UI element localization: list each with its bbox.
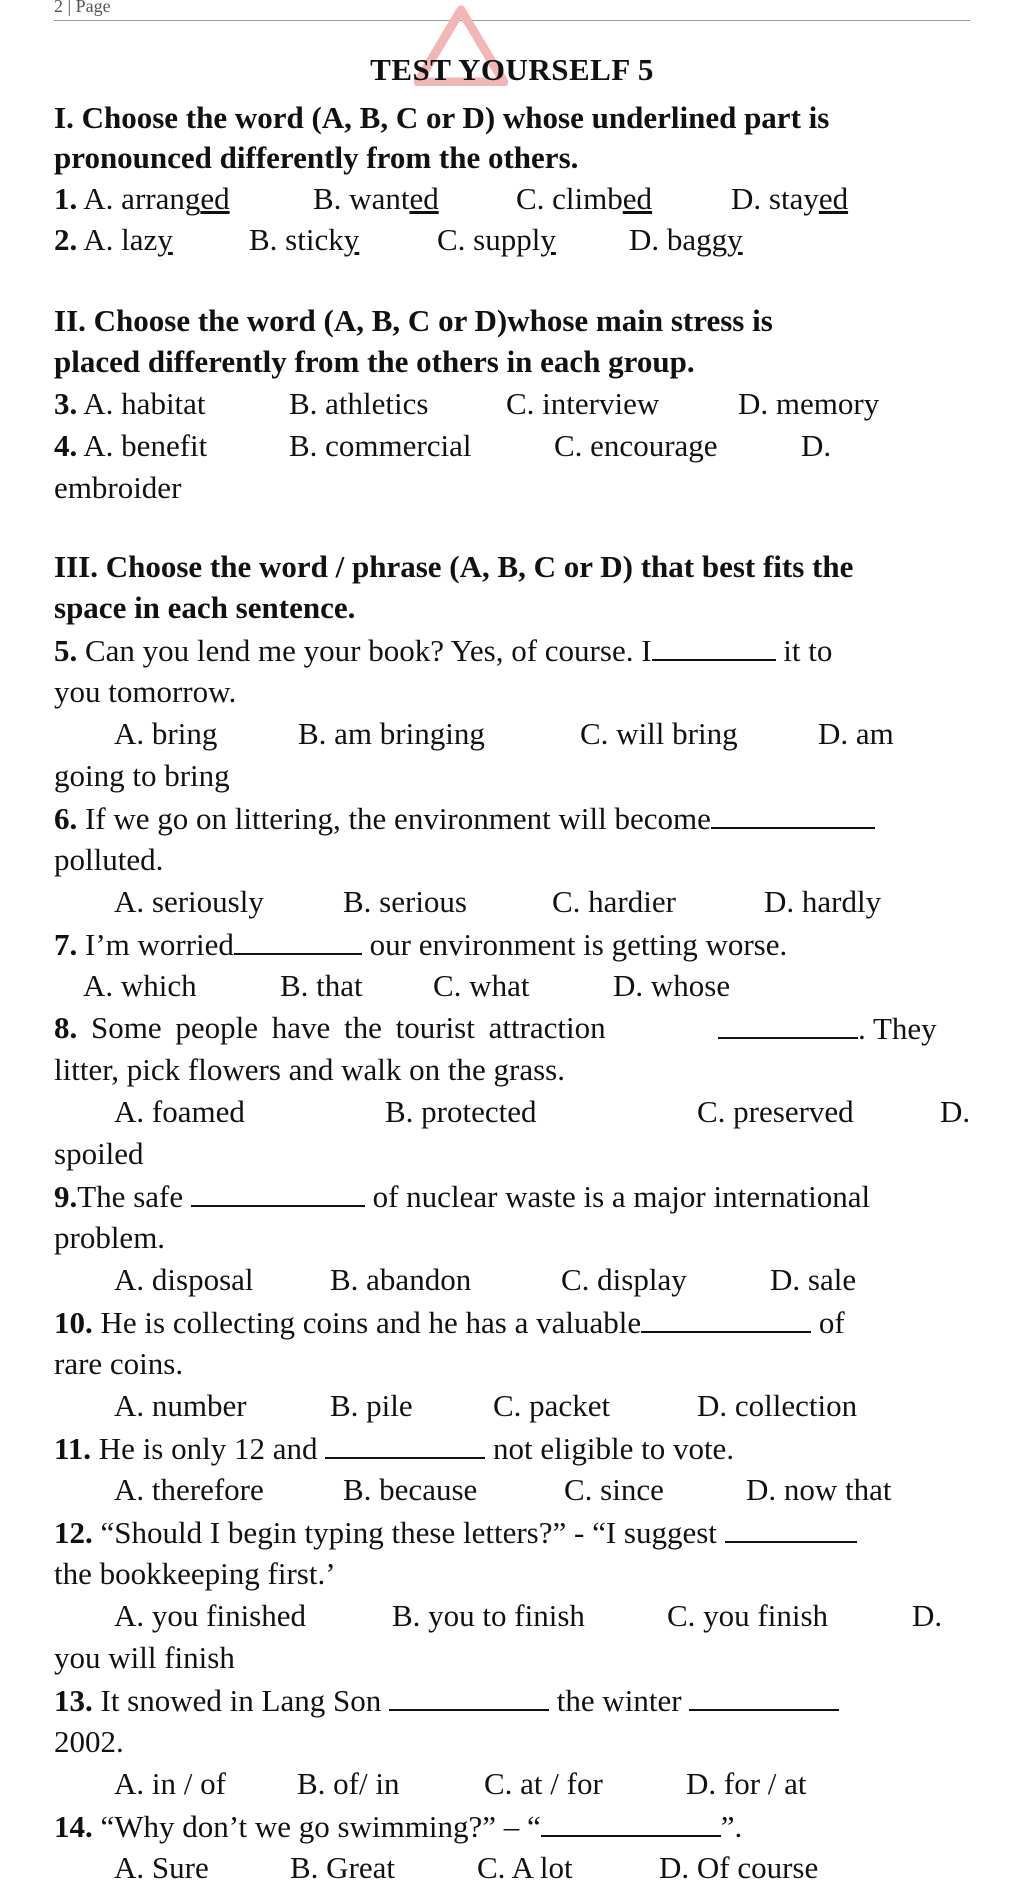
option-d-continued: you will finish (54, 1640, 235, 1675)
page-label: Page (75, 0, 111, 16)
option-c: C. supply (437, 222, 556, 257)
option-c: C. preserved (697, 1094, 854, 1129)
question-10: 10. He is collecting coins and he has a valuable of (54, 1305, 845, 1340)
question-number: 2. (54, 222, 78, 257)
question-12: 12. “Should I begin typing these letters?” - “I suggest (54, 1513, 857, 1552)
option-d: D. for / at (686, 1766, 807, 1801)
page-title: TEST YOURSELF 5 (370, 52, 654, 87)
option-b: B. abandon (330, 1262, 472, 1297)
question-3: 3. A. habitat (54, 386, 206, 421)
option-b: B. am bringing (298, 716, 485, 751)
question-9: 9.The safe of nuclear waste is a major international (54, 1179, 871, 1214)
option-d: D. am (818, 716, 894, 751)
option-a: A. which (83, 968, 197, 1003)
option-d: D. stayed (731, 181, 849, 216)
option-b: B. sticky (249, 222, 360, 257)
option-d-continued: embroider (54, 470, 182, 505)
question-8-blank: . They (718, 1009, 937, 1048)
option-b: B. serious (343, 884, 467, 919)
question-9-continued: problem. (54, 1220, 166, 1255)
option-d-continued: spoiled (54, 1136, 144, 1171)
option-b: B. you to finish (392, 1598, 585, 1633)
page-number: 2 | (54, 0, 76, 16)
option-d: D. (801, 428, 832, 463)
option-d: D. (912, 1598, 943, 1633)
option-d: D. sale (770, 1262, 857, 1297)
option-d: D. collection (697, 1388, 858, 1423)
option-c: C. what (433, 968, 530, 1003)
option-d: D. whose (613, 968, 731, 1003)
question-12-continued: the bookkeeping first.’ (54, 1556, 336, 1591)
option-d: D. memory (738, 386, 880, 421)
question-number: 1. (54, 181, 78, 216)
option-d-continued: going to bring (54, 758, 230, 793)
option-b: B. that (280, 968, 363, 1003)
option-b: B. protected (385, 1094, 537, 1129)
question-8: 8. Some people have the tourist attraction (54, 1010, 606, 1045)
option-d: D. baggy (629, 222, 743, 257)
option-c: C. at / for (484, 1766, 603, 1801)
option-c: C. hardier (552, 884, 676, 919)
option-a: A. seriously (114, 884, 264, 919)
option-c: C. interview (506, 386, 660, 421)
option-c: C. you finish (667, 1598, 829, 1633)
question-7: 7. I’m worried our environment is getting worse. (54, 927, 788, 962)
option-b: B. wanted (313, 181, 439, 216)
question-1: 1. A. arranged (54, 181, 230, 216)
question-4: 4. A. benefit (54, 428, 208, 463)
option-c: C. will bring (580, 716, 738, 751)
option-c: C. encourage (554, 428, 718, 463)
option-a: A. foamed (114, 1094, 245, 1129)
option-d: D. (940, 1094, 971, 1129)
option-d: D. Of course (659, 1850, 819, 1885)
option-b: B. of/ in (297, 1766, 400, 1801)
question-14: 14. “Why don’t we go swimming?” – “ ”. (54, 1809, 743, 1844)
option-d: D. hardly (764, 884, 882, 919)
option-a: A. number (114, 1388, 247, 1423)
option-c: C. A lot (477, 1850, 573, 1885)
question-6-continued: polluted. (54, 842, 164, 877)
question-13-continued: 2002. (54, 1724, 124, 1759)
question-13: 13. It snowed in Lang Son the winter (54, 1681, 839, 1720)
question-6: 6. If we go on littering, the environment will become (54, 799, 875, 838)
question-11: 11. He is only 12 and not eligible to vote. (54, 1431, 735, 1466)
option-a: A. you finished (114, 1598, 307, 1633)
section-1-heading-line-1: I. Choose the word (A, B, C or D) whose underlined part is (54, 100, 830, 135)
option-d: D. now that (746, 1472, 892, 1507)
option-b: B. athletics (289, 386, 429, 421)
section-2-heading-line-2: placed differently from the others in each group. (54, 344, 695, 379)
section-1-heading-line-2: pronounced differently from the others. (54, 140, 579, 175)
option-a: A. in / of (114, 1766, 226, 1801)
section-3-heading-line-2: space in each sentence. (54, 590, 356, 625)
question-5: 5. Can you lend me your book? Yes, of course. I it to (54, 633, 833, 668)
question-5-continued: you tomorrow. (54, 674, 237, 709)
option-a: A. disposal (114, 1262, 254, 1297)
option-c: C. packet (493, 1388, 611, 1423)
option-b: B. commercial (289, 428, 472, 463)
option-c: C. display (561, 1262, 687, 1297)
option-b: B. Great (290, 1850, 396, 1885)
option-a: A. Sure (114, 1850, 209, 1885)
option-b: B. because (343, 1472, 478, 1507)
question-8-continued: litter, pick flowers and walk on the grass. (54, 1052, 565, 1087)
question-10-continued: rare coins. (54, 1346, 184, 1381)
option-c: C. since (564, 1472, 664, 1507)
option-c: C. climbed (516, 181, 653, 216)
page-header (54, 0, 970, 21)
question-2: 2. A. lazy (54, 222, 173, 257)
option-b: B. pile (330, 1388, 413, 1423)
section-3-heading-line-1: III. Choose the word / phrase (A, B, C or D) that best fits the (54, 549, 854, 584)
option-a: A. therefore (114, 1472, 264, 1507)
option-a: A. bring (114, 716, 218, 751)
section-2-heading-line-1: II. Choose the word (A, B, C or D)whose main stress is (54, 303, 773, 338)
